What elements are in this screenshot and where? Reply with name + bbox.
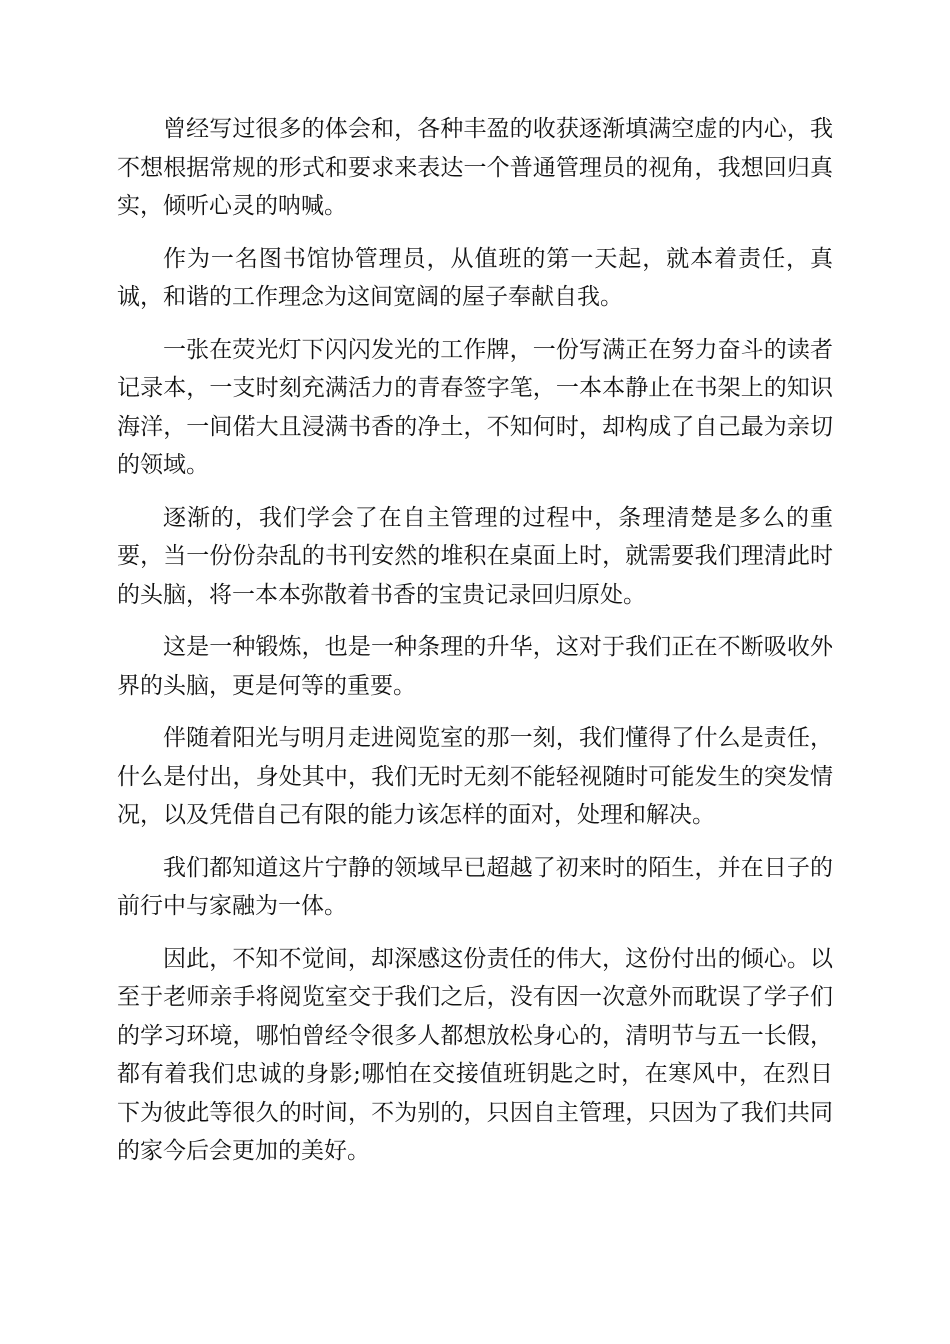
paragraph-5: 这是一种锻炼，也是一种条理的升华，这对于我们正在不断吸收外界的头脑，更是何等的重要。 [117,634,833,699]
paragraph-8: 因此，不知不觉间，却深感这份责任的伟大，这份付出的倾心。以至于老师亲手将阅览室交于我们之后，没有因一次意外而耽误了学子们的学习环境，哪怕曾经令很多人都想放松身心的，清明节与五一长假，都有着我们忠诚的身影;哪怕在交接值班钥匙之时，在寒风中，在烈日下为彼此等很久的时间，不为别的，只因自主管理，只因为了我们共同的家今后会更加的美好。 [117,945,833,1164]
paragraph-3: 一张在荧光灯下闪闪发光的工作牌，一份写满正在努力奋斗的读者记录本，一支时刻充满活力的青春签字笔，一本本静止在书架上的知识海洋，一间偌大且浸满书香的净土，不知何时，却构成了自己最为亲切的领域。 [117,336,833,478]
paragraph-6: 伴随着阳光与明月走进阅览室的那一刻，我们懂得了什么是责任，什么是付出，身处其中，我们无时无刻不能轻视随时可能发生的突发情况，以及凭借自己有限的能力该怎样的面对，处理和解决。 [117,725,833,828]
document-body [117,110,833,1185]
paragraph-1: 曾经写过很多的体会和，各种丰盈的收获逐渐填满空虚的内心，我不想根据常规的形式和要求来表达一个普通管理员的视角，我想回归真实，倾听心灵的呐喊。 [117,116,833,219]
paragraph-4: 逐渐的，我们学会了在自主管理的过程中，条理清楚是多么的重要，当一份份杂乱的书刊安然的堆积在桌面上时，就需要我们理清此时的头脑，将一本本弥散着书香的宝贵记录回归原处。 [117,504,833,608]
paragraph-7: 我们都知道这片宁静的领域早已超越了初来时的陌生，并在日子的前行中与家融为一体。 [117,854,833,919]
paragraph-2: 作为一名图书馆协管理员，从值班的第一天起，就本着责任，真诚，和谐的工作理念为这间宽阔的屋子奉献自我。 [117,245,833,310]
